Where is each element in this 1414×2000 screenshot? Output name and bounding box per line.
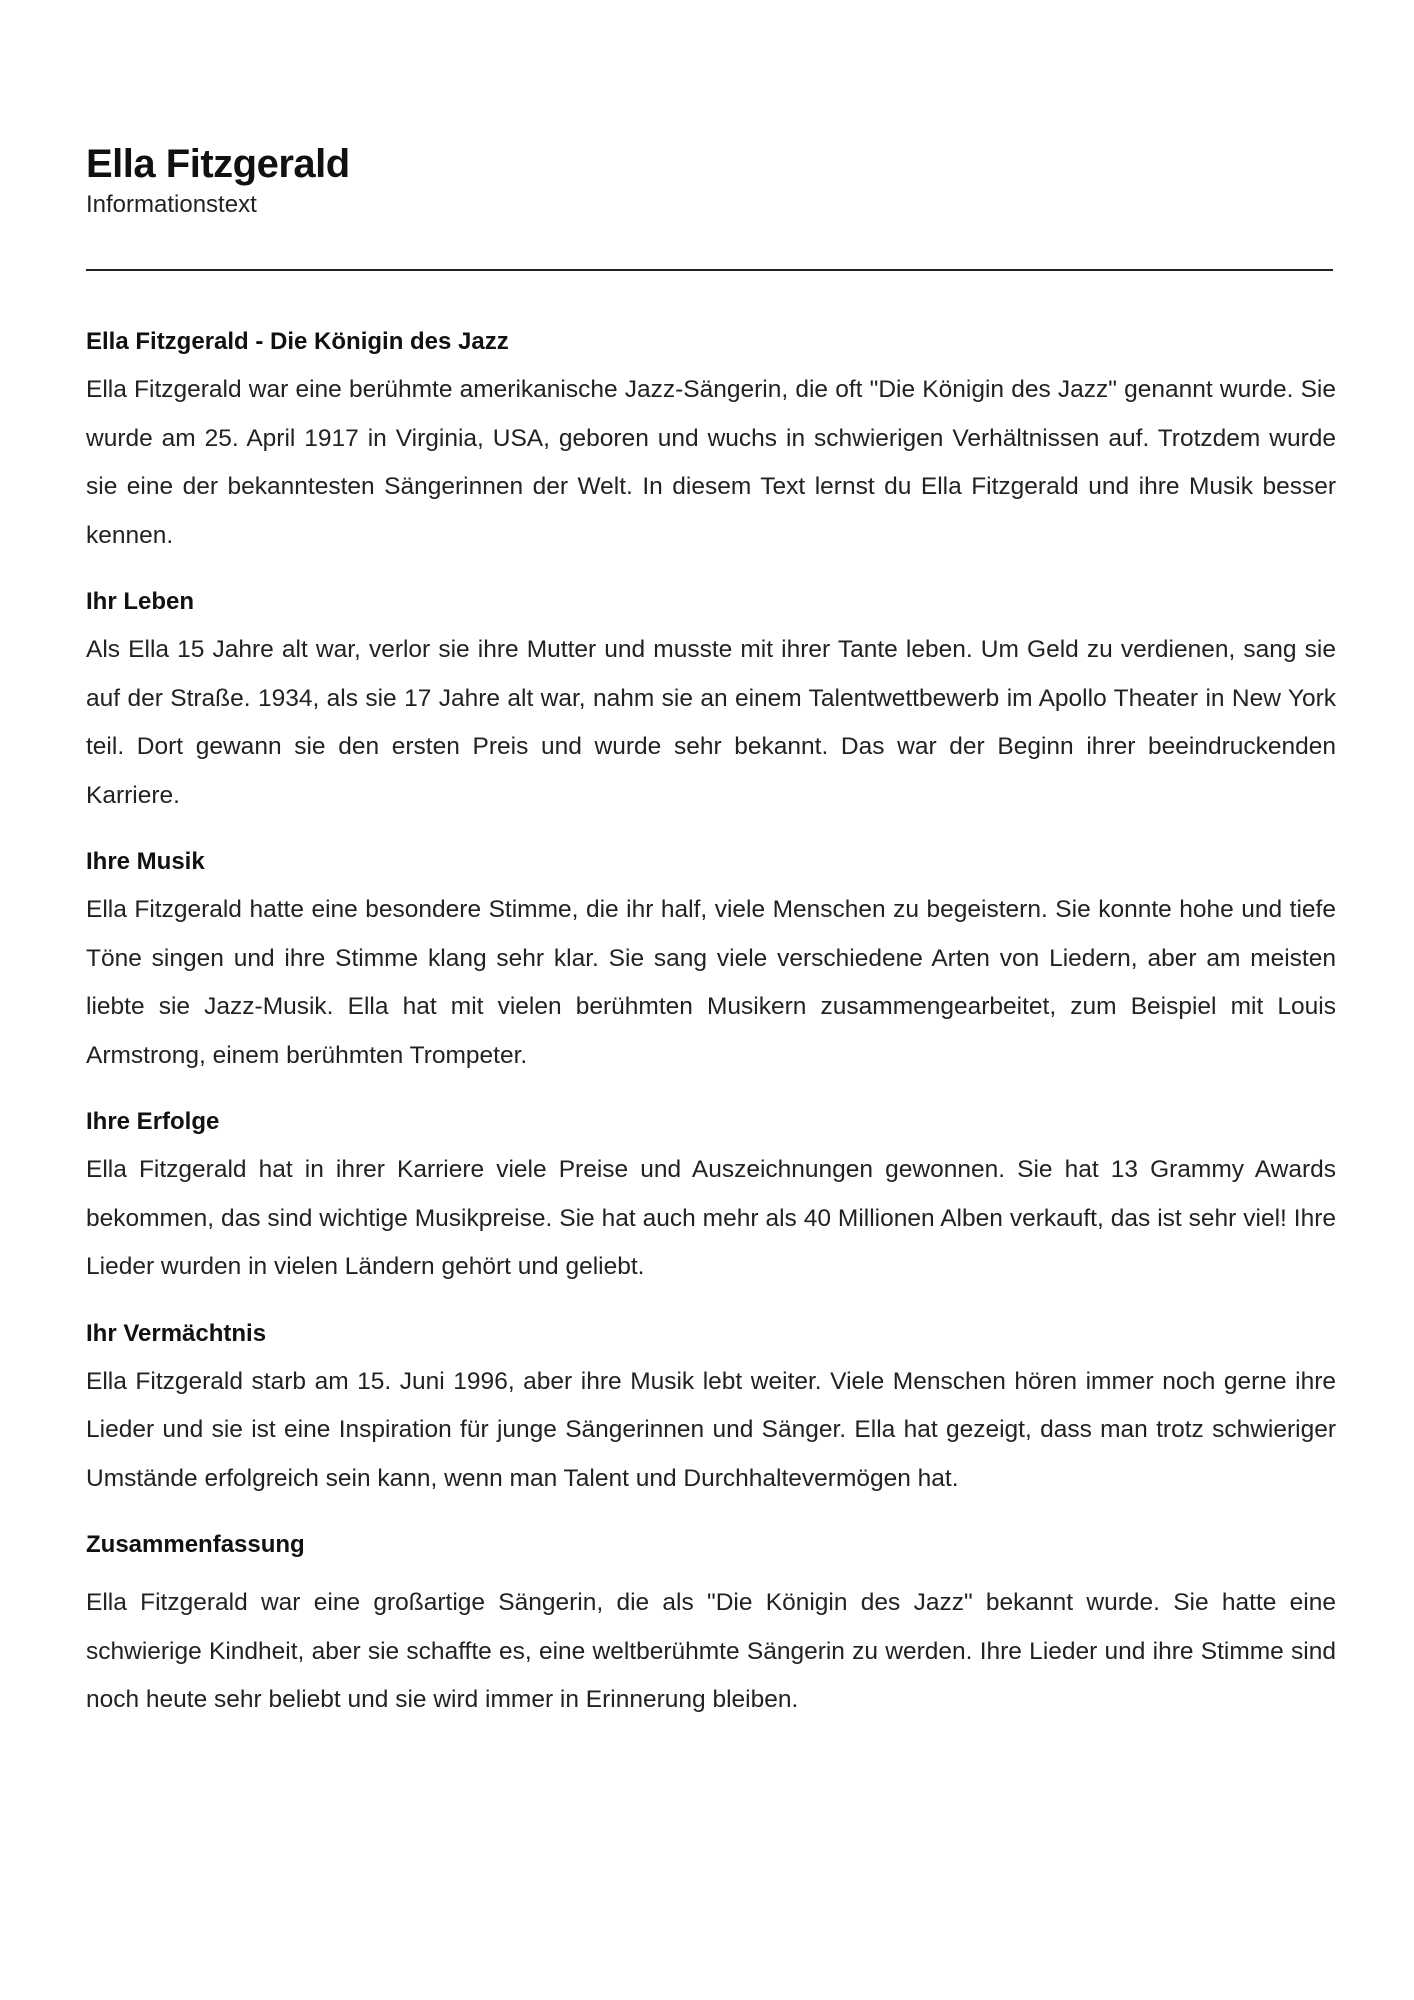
section-heading: Zusammenfassung xyxy=(86,1531,305,1558)
section-zusammenfassung xyxy=(86,1521,1336,1725)
section-heading: Ella Fitzgerald - Die Königin des Jazz xyxy=(86,328,509,355)
section-heading: Ihr Leben xyxy=(86,588,195,615)
section-heading: Ihr Vermächtnis xyxy=(86,1319,267,1347)
section-erfolge xyxy=(86,1098,1336,1292)
page-title: Ella Fitzgerald xyxy=(86,142,350,186)
section-heading: Ihre Erfolge xyxy=(86,1108,220,1135)
page-subtitle: Informationstext xyxy=(86,191,257,218)
section-text: Ella Fitzgerald hat in ihrer Karriere viele Preise und Auszeichnungen gewonnen. Sie hat 13 Grammy Awards bekommen, das sind wichtige Musikpreise. Sie hat auch mehr als 40 Millionen Alben verkauft, das ist sehr viel! Ihre Lieder wurden in vielen Ländern gehört und geliebt. xyxy=(86,1156,1336,1280)
section-vermaechtnis xyxy=(86,1310,1336,1504)
document-body xyxy=(86,318,1336,1743)
section-text: Ella Fitzgerald starb am 15. Juni 1996, aber ihre Musik lebt weiter. Viele Menschen hören immer noch gerne ihre Lieder und sie ist eine Inspiration für junge Sängerinnen und Sänger. Ella hat gezeigt, dass man trotz schwieriger Umstände erfolgreich sein kann, wenn man Talent und Durchhaltevermögen hat. xyxy=(86,1367,1336,1492)
section-text: Ella Fitzgerald war eine großartige Sängerin, die als "Die Königin des Jazz" bekannt wurde. Sie hatte eine schwierige Kindheit, aber sie schaffte es, eine weltberühmte Sängerin zu werden. Ihre Lieder und ihre Stimme sind noch heute sehr beliebt und sie wird immer in Erinnerung bleiben. xyxy=(86,1589,1336,1713)
section-text: Als Ella 15 Jahre alt war, verlor sie ihre Mutter und musste mit ihrer Tante leben. Um Geld zu verdienen, sang sie auf der Straße. 1934, als sie 17 Jahre alt war, nahm sie an einem Talentwettbewerb im Apollo Theater in New York teil. Dort gewann sie den ersten Preis und wurde sehr bekannt. Das war der Beginn ihrer beeindruckenden Karriere. xyxy=(86,636,1336,809)
section-text: Ella Fitzgerald hatte eine besondere Stimme, die ihr half, viele Menschen zu begeistern. Sie konnte hohe und tiefe Töne singen und ihre Stimme klang sehr klar. Sie sang viele verschiedene Arten von Liedern, aber am meisten liebte sie Jazz-Musik. Ella hat mit vielen berühmten Musikern zusammengearbeitet, zum Beispiel mit Louis Armstrong, einem berühmten Trompeter. xyxy=(86,896,1336,1069)
document-page xyxy=(86,0,1336,2000)
title-divider xyxy=(86,269,1333,271)
section-intro xyxy=(86,318,1336,560)
section-heading: Ihre Musik xyxy=(86,848,205,875)
section-musik xyxy=(86,838,1336,1080)
section-leben xyxy=(86,578,1336,820)
section-text: Ella Fitzgerald war eine berühmte amerikanische Jazz-Sängerin, die oft "Die Königin des Jazz" genannt wurde. Sie wurde am 25. April 1917 in Virginia, USA, geboren und wuchs in schwierigen Verhältnissen auf. Trotzdem wurde sie eine der bekanntesten Sängerinnen der Welt. In diesem Text lernst du Ella Fitzgerald und ihre Musik besser kennen. xyxy=(86,376,1336,549)
